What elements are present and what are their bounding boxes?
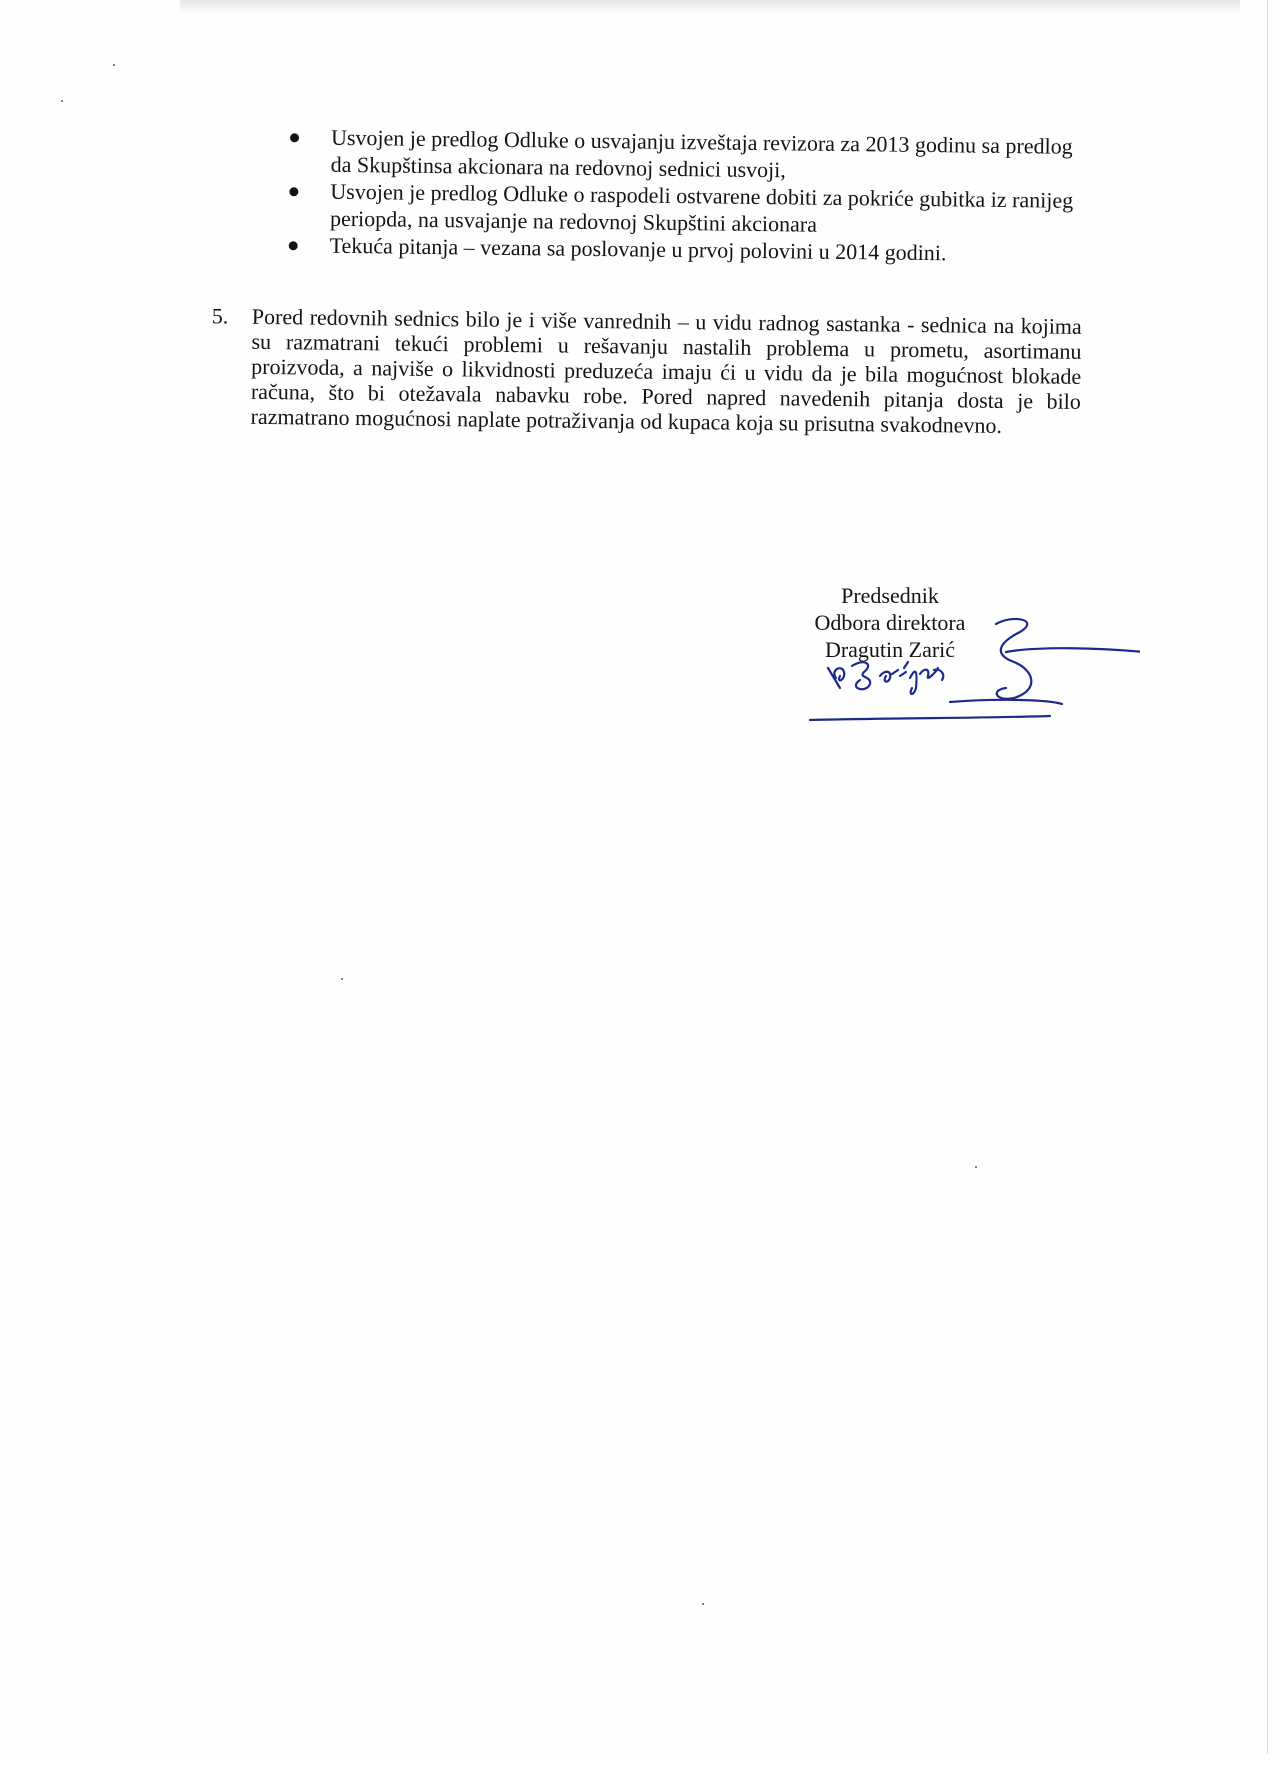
paragraph-text: Pored redovnih sednics bilo je i više vanrednih – u vidu radnog sastanka - sednica na kojima su razmatrani tekući problemi u rešavanju nastalih problema u prometu, asortimanu proizvoda, a najviše o likvidnosti preduzeća imaju ći u vidu da je bila mogućnost blokade računa, što bi otežavala nabavku robe. Pored napred navedenih pitanja dosta je bilo razmatrano mogućnosi naplate potraživanja od kupaca koja su prisutna svakodnevno. [250,303,1082,438]
list-item-text: Usvojen je predlog Odluke o usvajanju izveštaja revizora za 2013 godinu sa predlog da Skupštinsa akcionara na redovnoj sednici usvoji, [330,124,1073,183]
paragraph-number: 5. [211,303,229,329]
bullet-list [289,123,1091,268]
bullet-icon [289,187,298,196]
list-item-text: Tekuća pitanja – vezana sa poslovanje u prvoj polovini u 2014 godini. [329,232,947,266]
bullet-icon [290,133,299,142]
list-item-text: Usvojen je predlog Odluke o raspodeli ostvarene dobiti za pokriće gubitka iz ranijeg periopda, na usvajanje na redovnoj Skupštini akcionara [329,178,1074,237]
signatory-name: Dragutin Zarić [824,637,956,662]
list-item [290,123,1091,187]
signatory-body: Odbora direktora [814,610,966,635]
signatory-title: Predsednik [841,583,939,608]
bullet-icon [289,241,298,250]
list-item [289,177,1090,241]
handwritten-signature [800,612,1140,732]
numbered-paragraph [210,303,1081,439]
